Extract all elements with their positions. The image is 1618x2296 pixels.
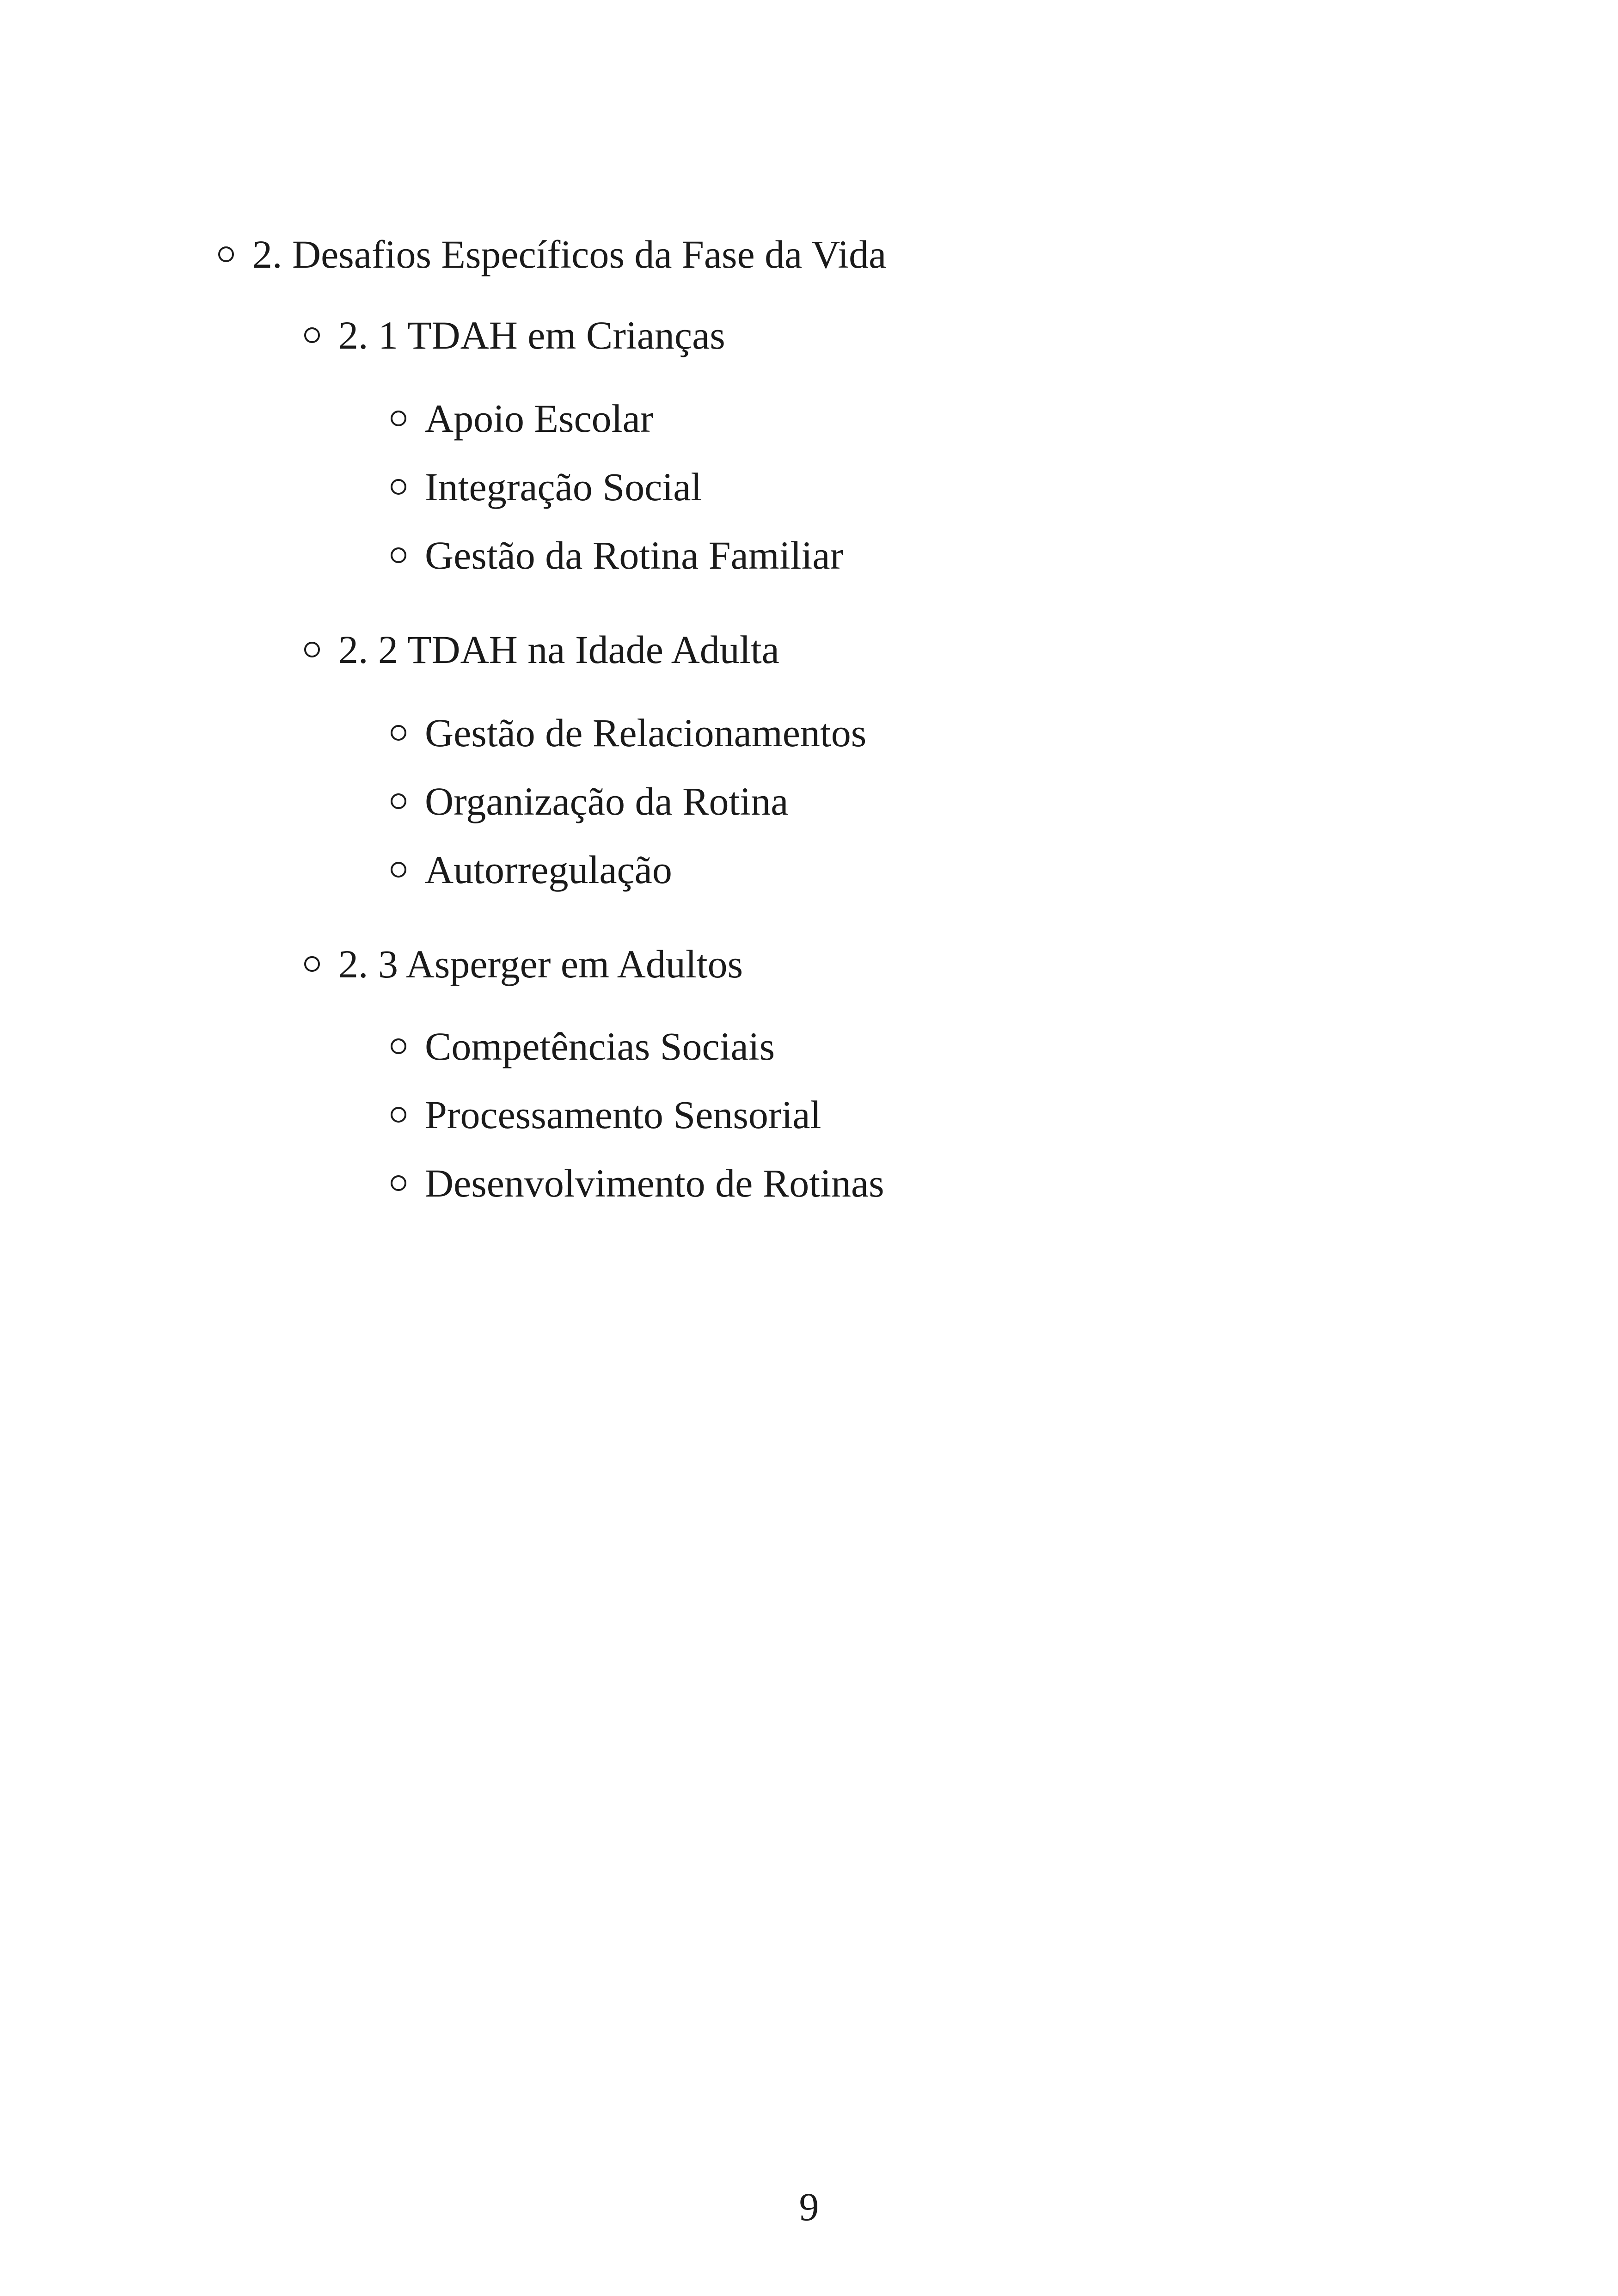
hollow-bullet-icon (304, 956, 320, 972)
outline-list-item (391, 705, 866, 761)
subsection-title: 2. 2 TDAH na Idade Adulta (338, 627, 779, 672)
outline-subsection-item (304, 307, 725, 363)
outline-list-item (391, 1019, 775, 1074)
hollow-bullet-icon (391, 1038, 406, 1054)
hollow-bullet-icon (218, 246, 234, 262)
list-item-text: Desenvolvimento de Rotinas (425, 1161, 884, 1205)
list-item-text: Organização da Rotina (425, 779, 789, 823)
hollow-bullet-icon (391, 1175, 406, 1191)
outline-list-item (391, 1155, 884, 1211)
hollow-bullet-icon (391, 1107, 406, 1123)
hollow-bullet-icon (304, 642, 320, 657)
outline-list-item (391, 774, 788, 829)
list-item-text: Gestão da Rotina Familiar (425, 533, 844, 577)
outline-list-item (391, 1087, 821, 1142)
hollow-bullet-icon (391, 725, 406, 741)
page-number: 9 (799, 2185, 819, 2229)
section-title: 2. Desafios Específicos da Fase da Vida (252, 232, 887, 276)
outline-list-item (391, 391, 653, 446)
list-item-text: Autorregulação (425, 847, 672, 892)
outline-section-item (218, 227, 886, 282)
list-item-text: Apoio Escolar (425, 396, 654, 441)
hollow-bullet-icon (391, 793, 406, 809)
subsection-title: 2. 1 TDAH em Crianças (338, 313, 725, 357)
hollow-bullet-icon (304, 327, 320, 343)
hollow-bullet-icon (391, 411, 406, 426)
hollow-bullet-icon (391, 547, 406, 563)
hollow-bullet-icon (391, 479, 406, 495)
list-item-text: Competências Sociais (425, 1024, 775, 1068)
outline-list-item (391, 459, 702, 515)
list-item-text: Integração Social (425, 465, 702, 509)
hollow-bullet-icon (391, 862, 406, 878)
outline-subsection-item (304, 936, 743, 992)
subsection-title: 2. 3 Asperger em Adultos (338, 942, 743, 986)
list-item-text: Processamento Sensorial (425, 1093, 821, 1137)
outline-list-item (391, 842, 672, 897)
list-item-text: Gestão de Relacionamentos (425, 711, 867, 755)
outline-subsection-item (304, 622, 779, 677)
outline-list-item (391, 528, 843, 583)
